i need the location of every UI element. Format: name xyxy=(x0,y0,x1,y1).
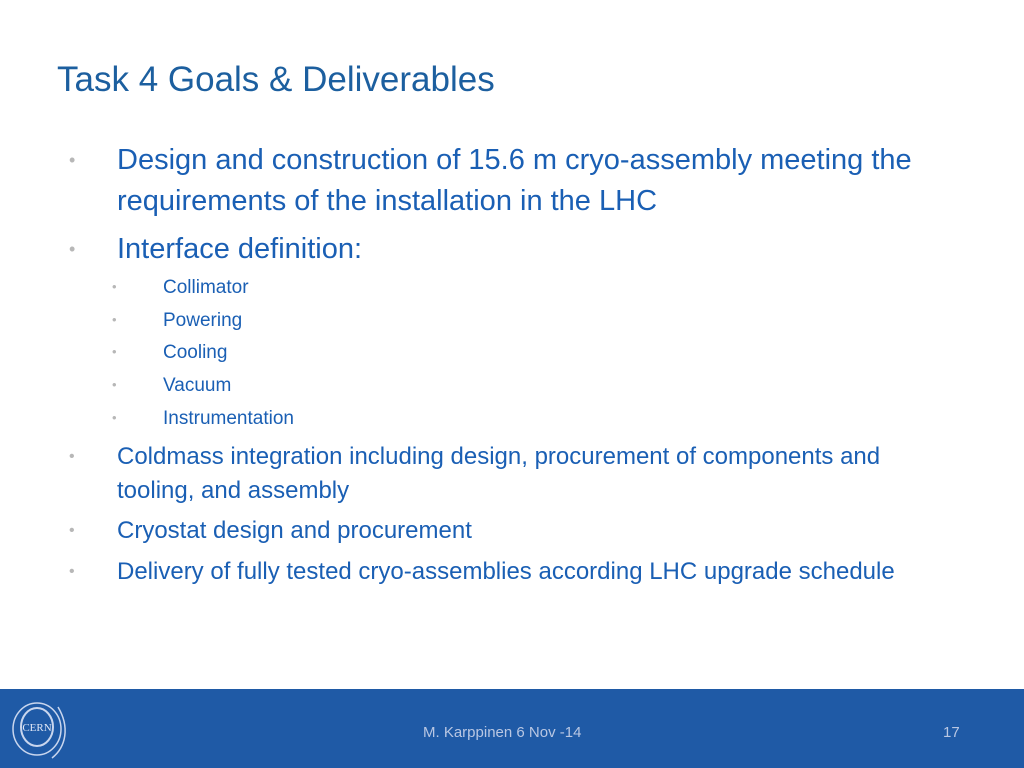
bullet-marker: • xyxy=(112,312,117,327)
bullet-marker: • xyxy=(112,279,117,294)
bullet-text: Delivery of fully tested cryo-assemblies according LHC upgrade schedule xyxy=(117,558,895,585)
sub-bullet-text: Powering xyxy=(163,310,243,331)
bullet-item xyxy=(69,514,937,548)
svg-text:CERN: CERN xyxy=(22,722,52,734)
bullet-marker: • xyxy=(69,150,76,170)
bullet-item xyxy=(69,229,977,270)
bullet-marker: • xyxy=(69,239,76,259)
bullet-marker: • xyxy=(112,377,117,392)
sub-bullet-text: Collimator xyxy=(163,277,249,298)
footer-bar xyxy=(0,689,1024,768)
bullet-marker: • xyxy=(69,448,75,465)
bullet-text: Cryostat design and procurement xyxy=(117,517,472,544)
sub-bullet-item xyxy=(112,275,863,301)
sub-bullet-item xyxy=(112,340,863,366)
bullet-marker: • xyxy=(69,522,75,539)
bullet-item xyxy=(69,555,937,589)
sub-bullet-text: Instrumentation xyxy=(163,408,294,429)
sub-bullet-item xyxy=(112,308,863,334)
slide-title: Task 4 Goals & Deliverables xyxy=(57,60,495,99)
sub-bullet-item xyxy=(112,373,863,399)
bullet-marker: • xyxy=(112,344,117,359)
page-number: 17 xyxy=(943,724,960,741)
sub-bullet-text: Vacuum xyxy=(163,375,232,396)
bullet-marker: • xyxy=(69,563,75,580)
sub-bullet-text: Cooling xyxy=(163,342,228,363)
bullet-text: Coldmass integration including design, procurement of components and tooling, and assembly xyxy=(117,443,881,504)
footer-author-date: M. Karppinen 6 Nov -14 xyxy=(423,724,582,741)
bullet-item xyxy=(69,140,977,222)
bullet-item xyxy=(69,440,937,508)
cern-logo xyxy=(8,697,72,761)
bullet-marker: • xyxy=(112,410,117,425)
sub-bullet-item xyxy=(112,406,863,432)
bullet-text: Design and construction of 15.6 m cryo-assembly meeting the requirements of the installation in the LHC xyxy=(117,144,912,217)
bullet-text: Interface definition: xyxy=(117,233,363,265)
